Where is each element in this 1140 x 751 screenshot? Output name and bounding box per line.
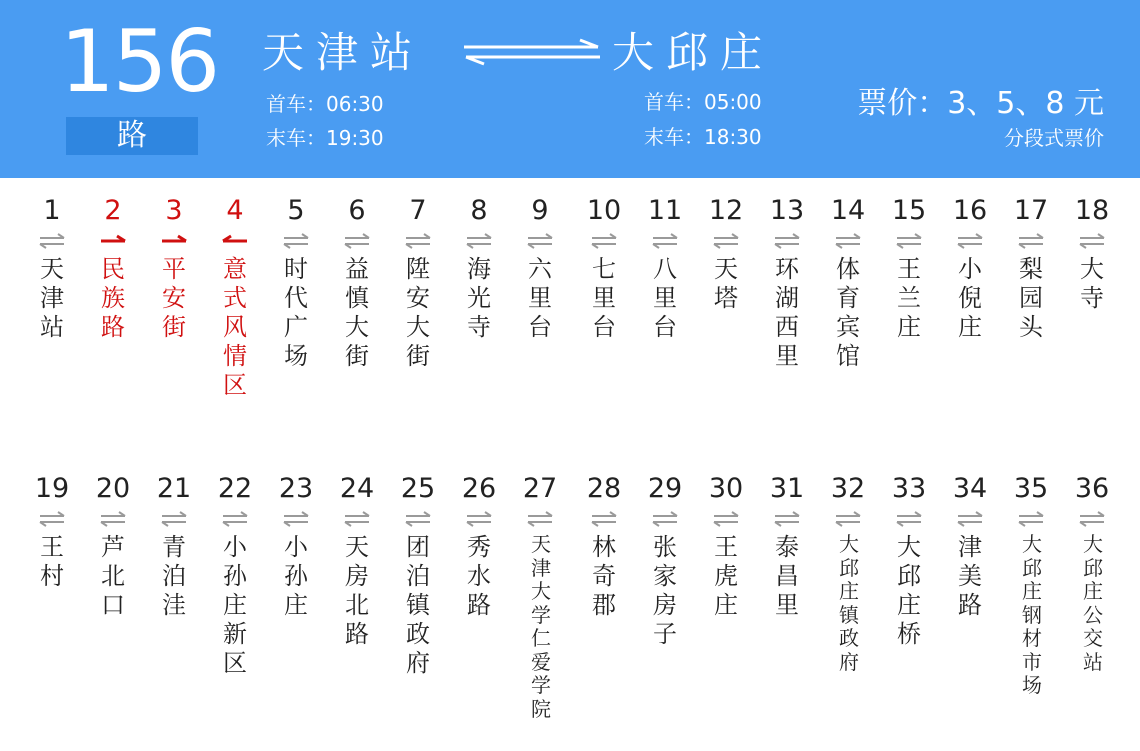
stop-number: 16 bbox=[952, 195, 988, 226]
stop-item bbox=[22, 195, 82, 341]
stop-name: 平安街 bbox=[162, 255, 186, 341]
right-arrow-icon bbox=[161, 233, 187, 249]
right-arrow-icon bbox=[100, 233, 126, 249]
first-bus-to: 首车：05:00 bbox=[644, 90, 762, 114]
stop-name: 津美路 bbox=[958, 533, 982, 619]
stop-number: 25 bbox=[400, 473, 436, 504]
stop-name: 芦北口 bbox=[101, 533, 125, 619]
stop-name: 六里台 bbox=[528, 255, 552, 341]
bidirectional-arrow-icon bbox=[344, 511, 370, 527]
stop-number: 14 bbox=[830, 195, 866, 226]
stop-number: 24 bbox=[339, 473, 375, 504]
stop-number: 26 bbox=[461, 473, 497, 504]
stop-name: 小倪庄 bbox=[958, 255, 982, 341]
bidirectional-arrow-icon bbox=[344, 233, 370, 249]
stop-item bbox=[635, 473, 695, 648]
bidirectional-arrow-icon bbox=[527, 511, 553, 527]
terminal-to: 大邱庄 bbox=[612, 28, 775, 77]
stop-number: 18 bbox=[1074, 195, 1110, 226]
bidirectional-arrow-icon bbox=[957, 511, 983, 527]
bidirectional-arrow-icon bbox=[283, 511, 309, 527]
stop-number: 30 bbox=[708, 473, 744, 504]
bidirectional-arrow-icon bbox=[100, 511, 126, 527]
stop-number: 19 bbox=[34, 473, 70, 504]
stop-item bbox=[449, 195, 509, 341]
stop-name: 小孙庄新区 bbox=[223, 533, 247, 677]
stop-item bbox=[940, 473, 1000, 619]
stop-number: 3 bbox=[165, 195, 183, 226]
stop-item bbox=[205, 473, 265, 677]
stop-item bbox=[22, 473, 82, 590]
stop-name: 八里台 bbox=[653, 255, 677, 341]
bidirectional-arrow-icon bbox=[39, 233, 65, 249]
bidirectional-arrow-icon bbox=[466, 233, 492, 249]
stop-number: 20 bbox=[95, 473, 131, 504]
stop-name: 意式风情区 bbox=[223, 255, 247, 399]
fare-price: 票价：3、5、8 元 bbox=[857, 86, 1104, 121]
stop-item bbox=[266, 473, 326, 619]
stop-name: 大寺 bbox=[1080, 255, 1104, 312]
route-suffix-badge: 路 bbox=[66, 117, 198, 155]
bidirectional-arrow-icon bbox=[652, 511, 678, 527]
stop-item bbox=[388, 195, 448, 370]
route-number: 156 bbox=[60, 12, 219, 112]
stop-item bbox=[144, 473, 204, 619]
stop-name: 张家房子 bbox=[653, 533, 677, 648]
stop-number: 29 bbox=[647, 473, 683, 504]
stop-number: 21 bbox=[156, 473, 192, 504]
stop-number: 4 bbox=[226, 195, 244, 226]
stop-item bbox=[879, 473, 939, 648]
bidirectional-arrow-icon bbox=[283, 233, 309, 249]
bidirectional-arrow-icon bbox=[161, 511, 187, 527]
stop-item bbox=[327, 473, 387, 648]
stop-name: 团泊镇政府 bbox=[406, 533, 430, 677]
stop-item bbox=[449, 473, 509, 619]
stop-number: 13 bbox=[769, 195, 805, 226]
stop-number: 11 bbox=[647, 195, 683, 226]
bidirectional-arrow-icon bbox=[652, 233, 678, 249]
stop-name: 时代广场 bbox=[284, 255, 308, 370]
bidirectional-arrow-icon bbox=[774, 233, 800, 249]
bidirectional-arrow-icon bbox=[462, 37, 602, 67]
stop-item bbox=[574, 195, 634, 341]
stop-name: 海光寺 bbox=[467, 255, 491, 341]
stop-name: 七里台 bbox=[592, 255, 616, 341]
stop-name: 天津站 bbox=[40, 255, 64, 341]
stop-number: 17 bbox=[1013, 195, 1049, 226]
stop-item bbox=[757, 195, 817, 370]
stop-number: 7 bbox=[409, 195, 427, 226]
stop-name: 大邱庄镇政府 bbox=[839, 532, 859, 674]
stop-item bbox=[818, 195, 878, 370]
stop-name: 大邱庄公交站 bbox=[1083, 532, 1103, 674]
stop-item bbox=[574, 473, 634, 619]
bidirectional-arrow-icon bbox=[591, 233, 617, 249]
last-bus-from: 末车：19:30 bbox=[266, 126, 384, 150]
bidirectional-arrow-icon bbox=[405, 233, 431, 249]
stop-item bbox=[757, 473, 817, 619]
stop-name: 陞安大街 bbox=[406, 255, 430, 370]
bidirectional-arrow-icon bbox=[222, 511, 248, 527]
stop-number: 10 bbox=[586, 195, 622, 226]
first-bus-from: 首车：06:30 bbox=[266, 92, 384, 116]
bidirectional-arrow-icon bbox=[774, 511, 800, 527]
stop-item bbox=[205, 195, 265, 399]
stop-item bbox=[510, 473, 570, 721]
bidirectional-arrow-icon bbox=[466, 511, 492, 527]
stop-number: 6 bbox=[348, 195, 366, 226]
stop-item bbox=[83, 195, 143, 341]
stop-number: 32 bbox=[830, 473, 866, 504]
bidirectional-arrow-icon bbox=[835, 511, 861, 527]
stop-number: 27 bbox=[522, 473, 558, 504]
stop-item bbox=[510, 195, 570, 341]
stop-name: 林奇郡 bbox=[592, 533, 616, 619]
stop-number: 35 bbox=[1013, 473, 1049, 504]
stop-name: 小孙庄 bbox=[284, 533, 308, 619]
stop-item bbox=[83, 473, 143, 619]
stop-name: 王村 bbox=[40, 533, 64, 590]
stop-name: 王兰庄 bbox=[897, 255, 921, 341]
last-bus-to: 末车：18:30 bbox=[644, 125, 762, 149]
stop-name: 体育宾馆 bbox=[836, 255, 860, 370]
stop-name: 秀水路 bbox=[467, 533, 491, 619]
stop-name: 天塔 bbox=[714, 255, 738, 312]
stop-item bbox=[1001, 473, 1061, 697]
stop-item bbox=[144, 195, 204, 341]
bidirectional-arrow-icon bbox=[896, 511, 922, 527]
stop-number: 34 bbox=[952, 473, 988, 504]
stop-item bbox=[879, 195, 939, 341]
stop-name: 泰昌里 bbox=[775, 533, 799, 619]
fare-note: 分段式票价 bbox=[1004, 126, 1104, 150]
bidirectional-arrow-icon bbox=[896, 233, 922, 249]
bidirectional-arrow-icon bbox=[835, 233, 861, 249]
stop-name: 王虎庄 bbox=[714, 533, 738, 619]
stop-item bbox=[696, 473, 756, 619]
stop-number: 2 bbox=[104, 195, 122, 226]
bidirectional-arrow-icon bbox=[591, 511, 617, 527]
stop-number: 12 bbox=[708, 195, 744, 226]
bidirectional-arrow-icon bbox=[1018, 233, 1044, 249]
stop-name: 大邱庄钢材市场 bbox=[1022, 532, 1042, 697]
stop-name: 青泊洼 bbox=[162, 533, 186, 619]
bidirectional-arrow-icon bbox=[713, 511, 739, 527]
stop-number: 5 bbox=[287, 195, 305, 226]
stop-number: 22 bbox=[217, 473, 253, 504]
stop-item bbox=[940, 195, 1000, 341]
stop-item bbox=[388, 473, 448, 677]
stop-number: 9 bbox=[531, 195, 549, 226]
bidirectional-arrow-icon bbox=[405, 511, 431, 527]
stop-name: 天房北路 bbox=[345, 533, 369, 648]
stop-item bbox=[266, 195, 326, 370]
bidirectional-arrow-icon bbox=[713, 233, 739, 249]
stop-name: 环湖西里 bbox=[775, 255, 799, 370]
stop-number: 8 bbox=[470, 195, 488, 226]
stop-number: 36 bbox=[1074, 473, 1110, 504]
stop-item bbox=[327, 195, 387, 370]
bidirectional-arrow-icon bbox=[527, 233, 553, 249]
stop-number: 28 bbox=[586, 473, 622, 504]
stop-item bbox=[696, 195, 756, 312]
terminal-from: 天津站 bbox=[262, 28, 425, 77]
stop-name: 梨园头 bbox=[1019, 255, 1043, 341]
stop-name: 天津大学仁爱学院 bbox=[531, 532, 551, 721]
stop-number: 23 bbox=[278, 473, 314, 504]
route-header bbox=[0, 0, 1140, 178]
stop-item bbox=[1062, 473, 1122, 674]
stop-name: 民族路 bbox=[101, 255, 125, 341]
stop-item bbox=[818, 473, 878, 674]
bidirectional-arrow-icon bbox=[39, 511, 65, 527]
bidirectional-arrow-icon bbox=[1079, 233, 1105, 249]
stop-number: 1 bbox=[43, 195, 61, 226]
stop-number: 15 bbox=[891, 195, 927, 226]
stop-item bbox=[1001, 195, 1061, 341]
stop-name: 益慎大街 bbox=[345, 255, 369, 370]
bidirectional-arrow-icon bbox=[1079, 511, 1105, 527]
stop-number: 33 bbox=[891, 473, 927, 504]
bidirectional-arrow-icon bbox=[957, 233, 983, 249]
bidirectional-arrow-icon bbox=[1018, 511, 1044, 527]
left-arrow-icon bbox=[222, 233, 248, 249]
stop-number: 31 bbox=[769, 473, 805, 504]
stop-item bbox=[1062, 195, 1122, 312]
stop-item bbox=[635, 195, 695, 341]
stop-name: 大邱庄桥 bbox=[897, 533, 921, 648]
